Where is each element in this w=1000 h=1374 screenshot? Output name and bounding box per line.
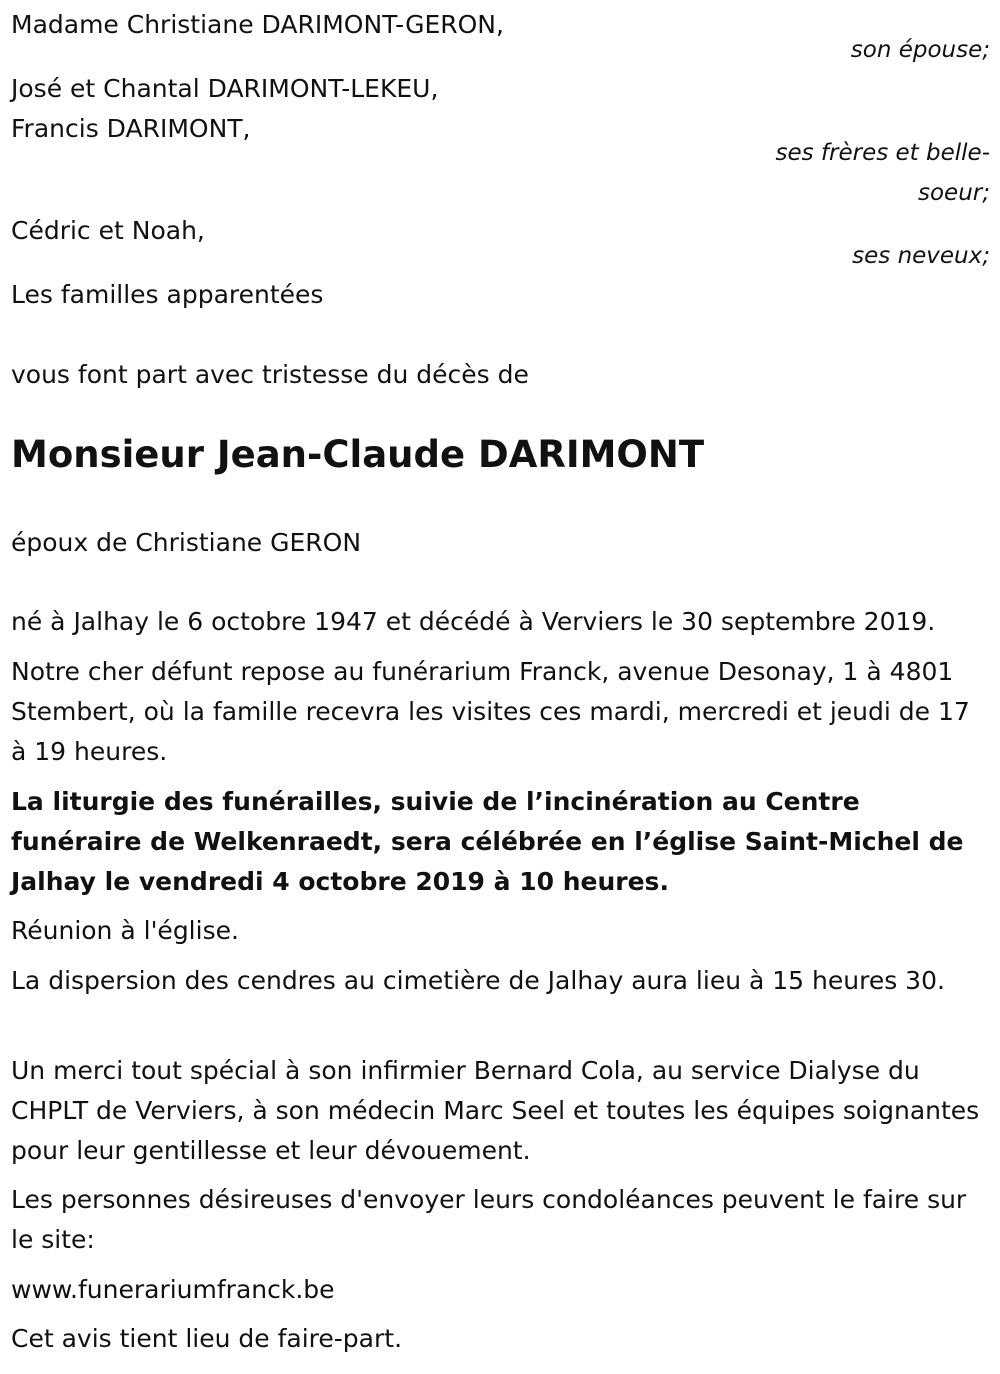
siblings-relation-line-2: soeur; xyxy=(918,180,990,206)
related-families: Les familles apparentées xyxy=(11,280,324,309)
dispersion-paragraph: La dispersion des cendres au cimetière de Jalhay aura lieu à 15 heures 30. xyxy=(11,966,945,995)
nephews-name: Cédric et Noah, xyxy=(11,216,205,245)
nephews-relation: ses neveux; xyxy=(852,243,990,269)
deceased-name: Monsieur Jean-Claude DARIMONT xyxy=(11,433,705,476)
siblings-relation-line-1: ses frères et belle- xyxy=(775,140,990,166)
repose-paragraph: Notre cher défunt repose au funérarium Franck, avenue Desonay, 1 à 4801 Stembert, où la famille recevra les visites ces mardi, mercredi et jeudi de 17 à 19 heures. xyxy=(11,657,970,766)
siblings-line-1: José et Chantal DARIMONT-LEKEU, xyxy=(11,74,439,103)
website-link[interactable]: www.funerariumfranck.be xyxy=(11,1275,335,1304)
thanks-paragraph: Un merci tout spécial à son infirmier Bernard Cola, au service Dialyse du CHPLT de Verviers, à son médecin Marc Seel et toutes les équipes soignantes pour leur gentillesse et leur dévouement. xyxy=(11,1056,980,1165)
announcement-intro: vous font part avec tristesse du décès de xyxy=(11,360,529,389)
spouse-of: époux de Christiane GERON xyxy=(11,528,362,557)
spouse-relation: son épouse; xyxy=(850,37,990,63)
birth-death: né à Jalhay le 6 octobre 1947 et décédé à Verviers le 30 septembre 2019. xyxy=(11,607,936,636)
spouse-name: Madame Christiane DARIMONT-GERON, xyxy=(11,10,504,39)
closing-line: Cet avis tient lieu de faire-part. xyxy=(11,1324,403,1353)
condolences-paragraph: Les personnes désireuses d'envoyer leurs condoléances peuvent le faire sur le site: xyxy=(11,1185,967,1254)
meeting-line: Réunion à l'église. xyxy=(11,916,239,945)
liturgy-paragraph: La liturgie des funérailles, suivie de l’incinération au Centre funéraire de Welkenraedt, sera célébrée en l’église Saint-Michel de Jalhay le vendredi 4 octobre 2019 à 10 heures. xyxy=(11,787,964,896)
siblings-line-2: Francis DARIMONT, xyxy=(11,114,251,143)
